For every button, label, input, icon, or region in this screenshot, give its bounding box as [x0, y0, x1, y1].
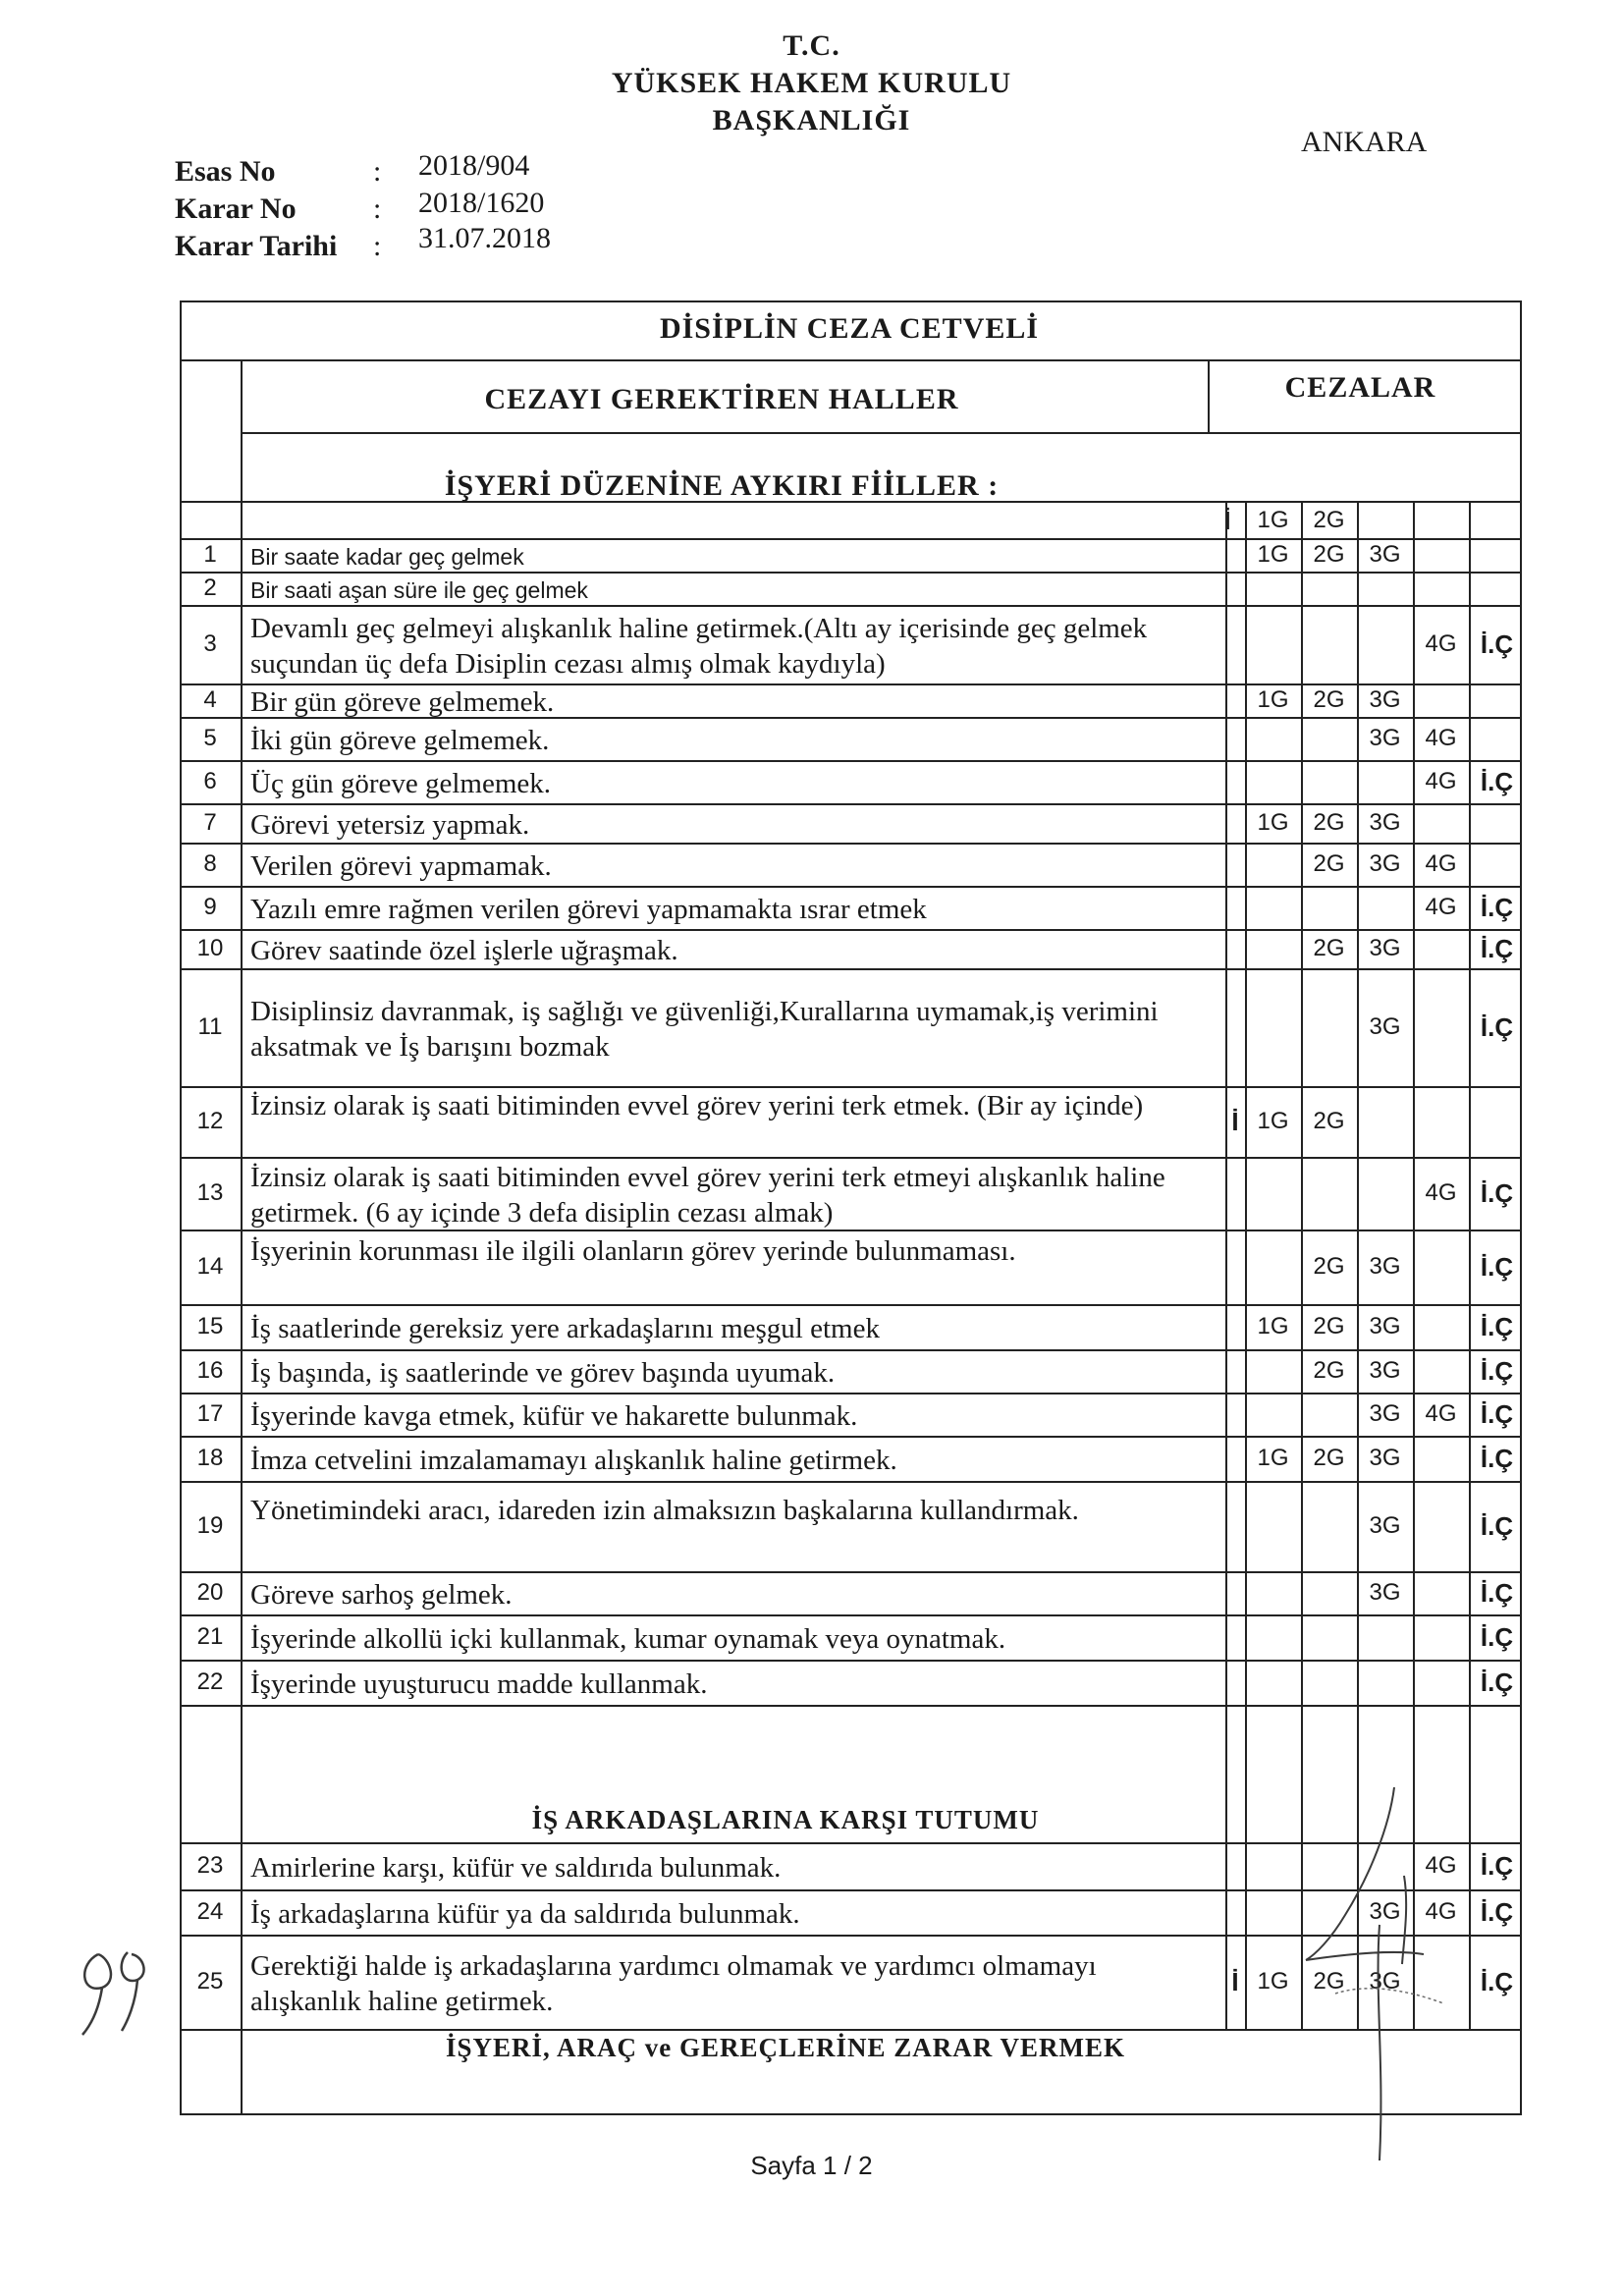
- table-row-rule: [180, 968, 1522, 970]
- table-rule: [180, 359, 1522, 361]
- penalty-cell: 3G: [1369, 1357, 1401, 1384]
- row-number: 11: [197, 1013, 223, 1040]
- row-number: 13: [196, 1179, 224, 1206]
- row-description: İzinsiz olarak iş saati bitiminden evvel görev yerini terk etmek. (Bir ay içinde): [250, 1090, 1144, 1121]
- row-number: 10: [196, 935, 224, 961]
- penalty-cell: İ: [1231, 1966, 1239, 1996]
- penalty-cell: İ.Ç: [1480, 1011, 1514, 1042]
- handwritten-signature: [1286, 1768, 1463, 2180]
- column-header-penalties: CEZALAR: [1284, 371, 1436, 404]
- table-row-rule: [180, 1393, 1522, 1394]
- section-heading-workplace-order: İŞYERİ DÜZENİNE AYKIRI FİİLLER :: [444, 469, 1000, 502]
- table-row-rule: [180, 1157, 1522, 1159]
- penalty-cell: 3G: [1369, 1253, 1401, 1280]
- penalty-cell: İ.Ç: [1480, 1251, 1514, 1282]
- penalty-cell: 1G: [1257, 541, 1289, 568]
- table-row-rule: [180, 1614, 1522, 1616]
- penalty-cell: 2G: [1313, 1357, 1345, 1384]
- row-number: 18: [196, 1445, 224, 1471]
- meta-value-karar-tarihi: 31.07.2018: [418, 222, 551, 254]
- row-description: İşyerinde alkollü içki kullanmak, kumar oynamak veya oynatmak.: [250, 1623, 1006, 1655]
- penalty-cell: 3G: [1369, 725, 1401, 751]
- penalty-cell: 3G: [1369, 809, 1401, 836]
- row-description: Bir saati aşan süre ile geç gelmek: [250, 577, 588, 603]
- row-description: İmza cetvelini imzalamamayı alışkanlık haline getirmek.: [250, 1445, 897, 1476]
- row-description: Bir gün göreve gelmemek.: [250, 686, 555, 718]
- page-number: Sayfa 1 / 2: [750, 2151, 873, 2180]
- row-number: 19: [196, 1512, 224, 1539]
- penalty-cell: İ.Ç: [1480, 1966, 1514, 1996]
- penalty-cell: İ.Ç: [1480, 1355, 1514, 1386]
- penalty-cell: 4G: [1425, 1179, 1457, 1206]
- penalty-cell: 4G: [1425, 725, 1457, 751]
- row-number: 6: [203, 768, 217, 794]
- row-number: 2: [203, 574, 217, 601]
- penalty-cell: 3G: [1369, 1313, 1401, 1339]
- row-number: 7: [203, 809, 217, 836]
- row-number: 23: [196, 1852, 224, 1879]
- header-city: ANKARA: [1301, 126, 1428, 158]
- table-title: DİSİPLİN CEZA CETVELİ: [659, 312, 1040, 345]
- penalty-cell: 4G: [1425, 1898, 1457, 1925]
- row-description: Bir saate kadar geç gelmek: [250, 544, 524, 570]
- row-description: İki gün göreve gelmemek.: [250, 725, 550, 756]
- row-number: 8: [203, 850, 217, 877]
- header-institution: YÜKSEK HAKEM KURULU: [611, 67, 1012, 99]
- row-description: İşyerinde uyuşturucu madde kullanmak.: [250, 1668, 708, 1700]
- penalty-cell: İ.Ç: [1480, 1177, 1514, 1208]
- penalty-cell: 2G: [1313, 686, 1345, 713]
- row-description: Görevi yetersiz yapmak.: [250, 809, 530, 841]
- table-row-rule: [180, 886, 1522, 888]
- penalty-cell: 2G: [1313, 850, 1345, 877]
- penalty-cell: 3G: [1369, 1579, 1401, 1606]
- table-rule: [241, 432, 1522, 434]
- row-description: İş saatlerinde gereksiz yere arkadaşlarını meşgul etmek: [250, 1313, 880, 1344]
- row-number: 12: [196, 1108, 224, 1134]
- penalty-cell: 1G: [1257, 1968, 1289, 1995]
- row-number: 5: [203, 725, 217, 751]
- penalty-cell: 3G: [1369, 1400, 1401, 1427]
- meta-value-karar: 2018/1620: [418, 187, 545, 219]
- row-number: 20: [196, 1579, 224, 1606]
- table-row-rule: [180, 760, 1522, 762]
- table-rule: [1245, 501, 1247, 2029]
- penalty-cell: 3G: [1369, 541, 1401, 568]
- row-description: Devamlı geç gelmeyi alışkanlık haline getirmek.(Altı ay içerisinde geç gelmek suçundan üç defa Disiplin cezası almış olmak kaydıyla): [250, 613, 1148, 680]
- row-description: Yönetimindeki aracı, idareden izin almaksızın başkalarına kullandırmak.: [250, 1495, 1079, 1526]
- table-row-rule: [180, 1660, 1522, 1662]
- penalty-cell: İ.Ç: [1480, 1621, 1514, 1652]
- penalty-cell: İ.Ç: [1480, 766, 1514, 796]
- penalty-cell: 4G: [1425, 1400, 1457, 1427]
- penalty-cell: İ.Ç: [1480, 1850, 1514, 1881]
- penalty-cell: 1G: [1257, 809, 1289, 836]
- penalty-cell: 2G: [1313, 809, 1345, 836]
- row-description: Gerektiği halde iş arkadaşlarına yardımcı olmamak ve yardımcı olmamayı alışkanlık haline getirmek.: [250, 1950, 1097, 2017]
- row-number: 16: [196, 1357, 224, 1384]
- row-description: Göreve sarhoş gelmek.: [250, 1579, 513, 1611]
- handwritten-initial: [59, 1925, 206, 2043]
- penalty-cell: İ.Ç: [1480, 1443, 1514, 1473]
- row-number: 1: [203, 541, 217, 568]
- penalty-cell: 3G: [1369, 935, 1401, 961]
- penalty-cell: 3G: [1369, 1013, 1401, 1040]
- penalty-cell: İ.Ç: [1480, 1311, 1514, 1341]
- header-presidency: BAŞKANLIĞI: [712, 104, 911, 137]
- penalty-cell: 3G: [1369, 1968, 1401, 1995]
- penalty-cell: İ.Ç: [1480, 1577, 1514, 1608]
- meta-label-esas: Esas No: [175, 155, 276, 188]
- penalty-cell: 1G: [1257, 686, 1289, 713]
- section-heading-colleagues: İŞ ARKADAŞLARINA KARŞI TUTUMU: [531, 1805, 1040, 1834]
- table-rule: [1225, 501, 1227, 2029]
- penalty-cell: İ: [1223, 505, 1231, 535]
- penalty-cell: İ.Ç: [1480, 1398, 1514, 1429]
- row-description: İşyerinde kavga etmek, küfür ve hakarette bulunmak.: [250, 1400, 858, 1432]
- penalty-cell: 3G: [1369, 686, 1401, 713]
- header-tc: T.C.: [783, 29, 840, 62]
- row-number: 25: [196, 1968, 224, 1995]
- row-number: 4: [203, 686, 217, 713]
- meta-colon: :: [373, 155, 382, 188]
- table-rule: [180, 1705, 1522, 1707]
- row-description: İşyerinin korunması ile ilgili olanların görev yerinde bulunmaması.: [250, 1235, 1016, 1267]
- penalty-cell: 4G: [1425, 768, 1457, 794]
- penalty-cell: 3G: [1369, 1445, 1401, 1471]
- penalty-cell: 2G: [1313, 1313, 1345, 1339]
- row-number: 3: [203, 630, 217, 657]
- row-description: İzinsiz olarak iş saati bitiminden evvel görev yerini terk etmeyi alışkanlık haline getirmek. (6 ay içinde 3 defa disiplin cezası almak): [250, 1162, 1165, 1229]
- penalty-cell: 2G: [1313, 1253, 1345, 1280]
- row-description: Görev saatinde özel işlerle uğraşmak.: [250, 935, 678, 966]
- row-description: Verilen görevi yapmamak.: [250, 850, 552, 882]
- penalty-cell: İ.Ç: [1480, 933, 1514, 963]
- column-header-cases: CEZAYI GEREKTİREN HALLER: [484, 383, 959, 415]
- meta-value-esas: 2018/904: [418, 149, 530, 182]
- penalty-cell: 3G: [1369, 1898, 1401, 1925]
- penalty-cell: 1G: [1257, 1445, 1289, 1471]
- penalty-cell: İ.Ç: [1480, 1510, 1514, 1541]
- penalty-cell: 2G: [1313, 935, 1345, 961]
- penalty-cell: 4G: [1425, 894, 1457, 920]
- meta-colon: :: [373, 230, 382, 262]
- row-description: Üç gün göreve gelmemek.: [250, 768, 552, 799]
- penalty-cell: 1G: [1257, 507, 1289, 533]
- row-description: İş arkadaşlarına küfür ya da saldırıda bulunmak.: [250, 1898, 800, 1930]
- row-number: 17: [196, 1400, 224, 1427]
- row-description: Disiplinsiz davranmak, iş sağlığı ve güvenliği,Kurallarına uymamak,iş verimini aksatmak ve İş barışını bozmak: [250, 996, 1159, 1063]
- penalty-cell: İ.Ç: [1480, 1896, 1514, 1927]
- penalty-cell: 2G: [1313, 1445, 1345, 1471]
- row-description: Yazılı emre rağmen verilen görevi yapmamakta ısrar etmek: [250, 894, 927, 925]
- row-description: İş başında, iş saatlerinde ve görev başında uyumak.: [250, 1357, 836, 1389]
- row-number: 24: [196, 1898, 224, 1925]
- penalty-cell: 2G: [1313, 1108, 1345, 1134]
- penalty-cell: 4G: [1425, 630, 1457, 657]
- row-number: 15: [196, 1313, 224, 1339]
- penalty-cell: 2G: [1313, 541, 1345, 568]
- penalty-cell: İ.Ç: [1480, 629, 1514, 659]
- meta-label-karar: Karar No: [175, 192, 297, 225]
- penalty-cell: 4G: [1425, 850, 1457, 877]
- table-row-rule: [180, 1481, 1522, 1483]
- penalty-cell: İ.Ç: [1480, 1667, 1514, 1697]
- table-rule: [241, 359, 243, 2115]
- penalty-cell: 1G: [1257, 1108, 1289, 1134]
- penalty-cell: 4G: [1425, 1852, 1457, 1879]
- meta-colon: :: [373, 192, 382, 225]
- section-heading-damage: İŞYERİ, ARAÇ ve GEREÇLERİNE ZARAR VERMEK: [445, 2033, 1126, 2062]
- row-number: 22: [196, 1668, 224, 1695]
- penalty-cell: 2G: [1313, 1968, 1345, 1995]
- penalty-cell: İ.Ç: [1480, 892, 1514, 922]
- row-number: 21: [196, 1623, 224, 1650]
- penalty-cell: 1G: [1257, 1313, 1289, 1339]
- penalty-cell: 3G: [1369, 850, 1401, 877]
- penalty-cell: 2G: [1313, 507, 1345, 533]
- meta-label-karar-tarihi: Karar Tarihi: [175, 230, 338, 262]
- row-description: Amirlerine karşı, küfür ve saldırıda bulunmak.: [250, 1852, 782, 1884]
- table-row-rule: [180, 1571, 1522, 1573]
- row-number: 14: [196, 1253, 224, 1280]
- row-number: 9: [203, 894, 217, 920]
- penalty-cell: 3G: [1369, 1512, 1401, 1539]
- penalty-cell: İ: [1231, 1106, 1239, 1136]
